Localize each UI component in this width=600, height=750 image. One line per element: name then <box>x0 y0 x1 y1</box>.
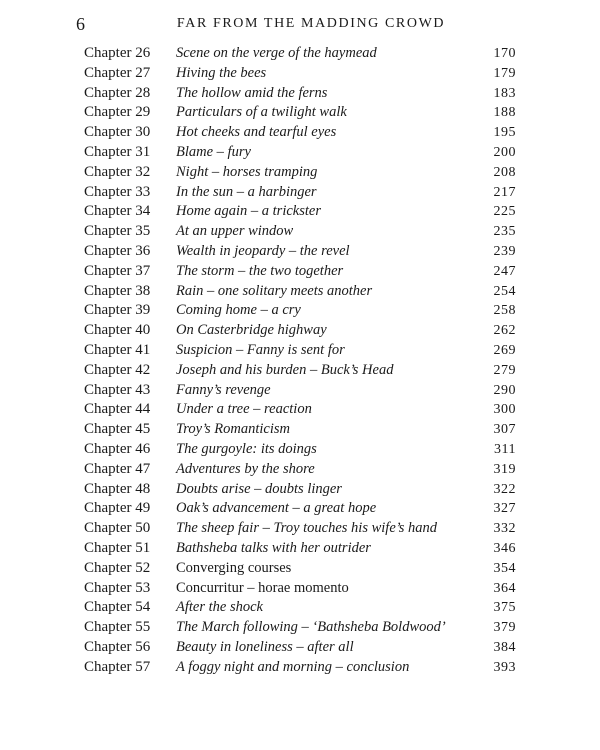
toc-entry <box>84 361 516 381</box>
chapter-page-number: 322 <box>493 481 516 497</box>
chapter-label: Chapter 26 <box>84 45 151 61</box>
chapter-page-number: 375 <box>493 600 516 616</box>
chapter-label: Chapter 27 <box>84 64 151 81</box>
toc-entry <box>84 480 516 500</box>
chapter-page-number: 200 <box>493 144 516 160</box>
chapter-title: Hiving the bees <box>176 64 267 81</box>
toc-entry <box>84 103 516 123</box>
chapter-title: Fanny’s revenge <box>176 381 271 398</box>
chapter-page-number: 208 <box>493 164 516 180</box>
chapter-label: Chapter 52 <box>84 559 151 576</box>
toc-entry <box>84 400 516 420</box>
toc-entry <box>84 84 516 104</box>
toc-entry <box>84 559 516 579</box>
toc-entry <box>84 262 516 282</box>
toc-entry <box>84 163 516 183</box>
chapter-title: Home again – a trickster <box>176 203 321 220</box>
chapter-title: The storm – the two together <box>176 262 344 279</box>
toc-entry <box>84 44 516 64</box>
chapter-title: In the sun – a harbinger <box>176 183 317 200</box>
toc-entry <box>84 282 516 302</box>
chapter-page-number: 327 <box>493 501 516 517</box>
chapter-page-number: 269 <box>493 342 516 358</box>
toc-entry <box>84 202 516 222</box>
chapter-title: Particulars of a twilight walk <box>176 104 347 121</box>
chapter-title: Blame – fury <box>176 143 251 160</box>
chapter-label: Chapter 35 <box>84 223 151 240</box>
chapter-label: Chapter 31 <box>84 143 151 160</box>
chapter-title: Night – horses tramping <box>176 163 318 180</box>
toc-entry <box>84 321 516 341</box>
chapter-title: Scene on the verge of the haymead <box>176 45 377 61</box>
chapter-label: Chapter 56 <box>84 638 151 655</box>
toc-entry <box>84 499 516 519</box>
toc-entry <box>84 460 516 480</box>
chapter-page-number: 346 <box>493 540 516 556</box>
toc-entry <box>84 658 516 678</box>
chapter-title: Beauty in loneliness – after all <box>176 638 354 655</box>
chapter-label: Chapter 40 <box>84 322 151 339</box>
toc-entry <box>84 539 516 559</box>
page-header <box>76 14 520 38</box>
chapter-page-number: 332 <box>493 521 516 537</box>
chapter-label: Chapter 46 <box>84 440 151 457</box>
chapter-label: Chapter 45 <box>84 421 151 438</box>
chapter-label: Chapter 57 <box>84 658 151 675</box>
chapter-title: After the shock <box>176 599 263 616</box>
chapter-label: Chapter 42 <box>84 361 151 378</box>
chapter-label: Chapter 47 <box>84 460 151 477</box>
toc-entry <box>84 64 516 84</box>
toc-entry <box>84 638 516 658</box>
toc-entry <box>84 598 516 618</box>
chapter-page-number: 170 <box>493 46 516 61</box>
chapter-title: Concurritur – horae momento <box>176 579 349 596</box>
chapter-page-number: 393 <box>493 659 516 675</box>
chapter-page-number: 225 <box>493 204 516 220</box>
chapter-page-number: 262 <box>493 323 516 339</box>
chapter-title: At an upper window <box>176 223 294 240</box>
chapter-title: The gurgoyle: its doings <box>176 440 317 457</box>
chapter-title: Adventures by the shore <box>176 460 315 477</box>
chapter-page-number: 247 <box>493 263 516 279</box>
chapter-title: Oak’s advancement – a great hope <box>176 500 377 517</box>
toc-entry <box>84 242 516 262</box>
chapter-title: The sheep fair – Troy touches his wife’s hand <box>176 520 437 537</box>
page-number: 6 <box>76 14 85 34</box>
chapter-title: Suspicion – Fanny is sent for <box>176 341 345 358</box>
toc-entry <box>84 183 516 203</box>
chapter-title: Rain – one solitary meets another <box>176 282 373 299</box>
chapter-title: A foggy night and morning – conclusion <box>176 658 410 675</box>
chapter-label: Chapter 36 <box>84 242 151 259</box>
table-of-contents <box>84 44 516 678</box>
chapter-label: Chapter 32 <box>84 163 151 180</box>
chapter-title: Doubts arise – doubts linger <box>176 480 342 497</box>
chapter-page-number: 307 <box>493 422 516 438</box>
chapter-page-number: 364 <box>493 580 516 596</box>
chapter-title: The hollow amid the ferns <box>176 84 328 101</box>
chapter-title: The March following – ‘Bathsheba Boldwood’ <box>176 619 446 636</box>
chapter-label: Chapter 55 <box>84 619 151 636</box>
chapter-label: Chapter 50 <box>84 520 151 537</box>
chapter-title: On Casterbridge highway <box>176 322 327 339</box>
chapter-title: Wealth in jeopardy – the revel <box>176 242 350 259</box>
chapter-page-number: 239 <box>493 243 516 259</box>
toc-entry <box>84 381 516 401</box>
chapter-label: Chapter 39 <box>84 302 151 319</box>
toc-entry <box>84 123 516 143</box>
chapter-label: Chapter 44 <box>84 401 151 418</box>
chapter-page-number: 384 <box>493 639 516 655</box>
chapter-page-number: 279 <box>493 362 516 378</box>
toc-entry <box>84 341 516 361</box>
chapter-page-number: 235 <box>493 224 516 240</box>
chapter-page-number: 254 <box>493 283 516 299</box>
chapter-title: Bathsheba talks with her outrider <box>176 539 371 556</box>
chapter-label: Chapter 51 <box>84 539 151 556</box>
toc-entry <box>84 618 516 638</box>
chapter-label: Chapter 49 <box>84 500 151 517</box>
toc-entry <box>84 440 516 460</box>
chapter-title: Hot cheeks and tearful eyes <box>176 124 337 141</box>
toc-entry <box>84 222 516 242</box>
chapter-label: Chapter 41 <box>84 341 151 358</box>
chapter-page-number: 379 <box>493 620 516 636</box>
chapter-label: Chapter 38 <box>84 282 151 299</box>
chapter-title: Joseph and his burden – Buck’s Head <box>176 361 394 378</box>
chapter-page-number: 319 <box>493 461 516 477</box>
chapter-label: Chapter 37 <box>84 262 151 279</box>
chapter-page-number: 179 <box>493 65 516 81</box>
chapter-label: Chapter 53 <box>84 579 151 596</box>
toc-entry <box>84 519 516 539</box>
chapter-page-number: 195 <box>493 125 516 141</box>
chapter-label: Chapter 34 <box>84 203 151 220</box>
chapter-title: Coming home – a cry <box>176 302 301 319</box>
chapter-page-number: 258 <box>493 303 516 319</box>
toc-entry <box>84 579 516 599</box>
chapter-label: Chapter 43 <box>84 381 151 398</box>
chapter-label: Chapter 54 <box>84 599 151 616</box>
chapter-title: Troy’s Romanticism <box>176 421 290 438</box>
chapter-page-number: 188 <box>493 105 516 121</box>
chapter-label: Chapter 30 <box>84 124 151 141</box>
running-title: FAR FROM THE MADDING CROWD <box>176 16 446 31</box>
chapter-page-number: 300 <box>493 402 516 418</box>
chapter-page-number: 217 <box>493 184 516 200</box>
chapter-page-number: 290 <box>493 382 516 398</box>
chapter-page-number: 183 <box>493 85 516 101</box>
chapter-label: Chapter 33 <box>84 183 151 200</box>
chapter-label: Chapter 29 <box>84 104 151 121</box>
chapter-page-number: 354 <box>493 560 516 576</box>
chapter-title: Converging courses <box>176 559 292 576</box>
toc-entry <box>84 301 516 321</box>
chapter-page-number: 311 <box>494 441 516 457</box>
chapter-label: Chapter 28 <box>84 84 151 101</box>
toc-entry <box>84 143 516 163</box>
chapter-label: Chapter 48 <box>84 480 151 497</box>
toc-entry <box>84 420 516 440</box>
chapter-title: Under a tree – reaction <box>176 401 312 418</box>
